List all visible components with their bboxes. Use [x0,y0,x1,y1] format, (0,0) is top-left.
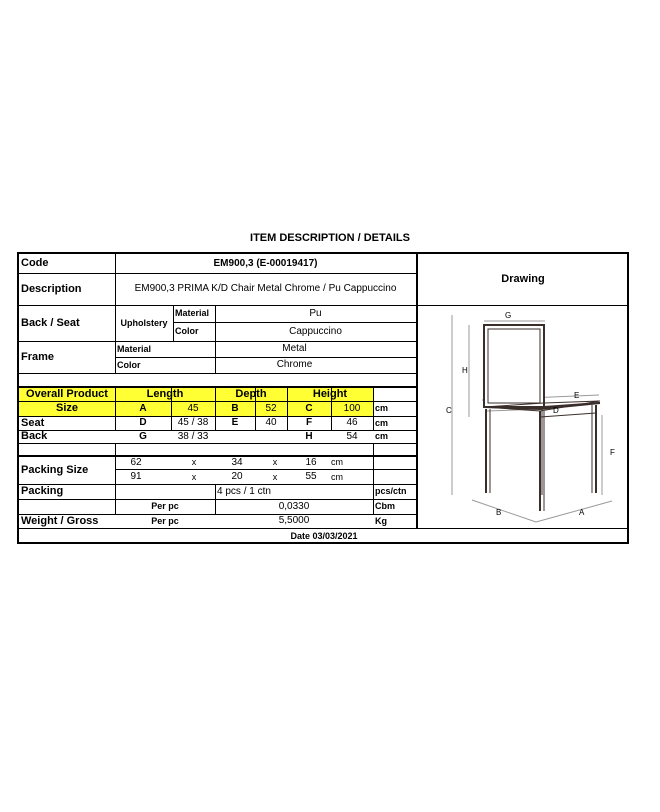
back-seat-material-value: Pu [309,307,322,319]
back-unit: cm [375,431,389,441]
drawing-letter-g: G [505,311,512,320]
frame-material-label: Material [117,343,152,354]
back-length-key: G [139,430,147,442]
spec-sheet [17,252,629,544]
drawing-letter-h: H [462,366,468,375]
overall-depth-key: B [231,402,239,414]
back-seat-label: Back / Seat [21,316,80,329]
back-height-key: H [305,430,313,442]
packing-size-b1: 34 [231,456,243,468]
packing-size-label: Packing Size [21,463,89,476]
packing-size-x2: x [272,457,278,467]
overall-length-value: 45 [187,402,199,414]
dimension-guide-b [472,500,536,522]
cbm-unit: Cbm [375,501,395,511]
seat-length-value: 45 / 38 [177,417,209,428]
seat-height-key: F [305,417,313,428]
chair-backrest [484,325,544,407]
weight-unit: Kg [375,515,387,526]
packing-value: 4 pcs / 1 ctn [217,485,271,497]
packing-size-x3: x [191,471,197,482]
cbm-per: Per pc [151,501,179,511]
packing-size-x4: x [272,471,278,482]
packing-size-unit2: cm [331,471,343,482]
drawing-letter-e: E [574,391,580,400]
drawing-letter-d: D [553,406,559,415]
length-header: Length [146,387,184,400]
drawing-letter-f: F [610,448,615,457]
chair-drawing [432,305,629,525]
code-label: Code [21,257,49,269]
seat-length-key: D [139,417,147,428]
description-value: EM900,3 PRIMA K/D Chair Metal Chrome / Pu Cappuccino [134,283,397,294]
overall-length-key: A [139,402,147,414]
seat-depth-value: 40 [265,417,277,428]
seat-depth-key: E [231,417,239,428]
back-label: Back [21,430,48,442]
height-header: Height [312,387,348,400]
packing-size-b2: 20 [231,471,243,482]
back-height-value: 54 [346,430,358,442]
overall-height-value: 100 [343,402,361,414]
overall-size-header: Overall Product [26,387,108,400]
packing-size-unit1: cm [331,457,343,467]
packing-size-c2: 55 [305,471,317,482]
overall-height-key: C [305,402,313,414]
frame-material-value: Metal [282,343,307,354]
overall-size-label: Size [55,402,78,414]
packing-size-x1: x [191,457,197,467]
packing-label: Packing [21,485,64,497]
drawing-letter-a: A [579,508,585,517]
cbm-value: 0,0330 [278,500,310,512]
seat-height-value: 46 [346,417,358,428]
packing-size-c1: 16 [305,456,317,468]
upholstery-label: Upholstery [120,317,168,328]
packing-size-a1: 62 [130,456,142,468]
drawing-letter-c: C [446,406,452,415]
overall-depth-value: 52 [265,402,277,414]
depth-header: Depth [235,387,267,400]
drawing-label: Drawing [501,273,545,285]
seat-unit: cm [375,417,389,428]
weight-value: 5,5000 [278,515,310,526]
frame-label: Frame [21,350,55,363]
back-seat-color-value: Cappuccino [289,325,342,337]
weight-label: Weight / Gross [21,514,99,527]
document-title: ITEM DESCRIPTION / DETAILS [250,232,410,244]
back-length-value: 38 / 33 [177,430,209,442]
packing-size-a2: 91 [130,471,142,482]
description-label: Description [21,282,82,295]
back-seat-material-label: Material [175,308,210,318]
back-seat-color-label: Color [175,326,199,336]
code-value: EM900,3 (E-00019417) [213,257,318,269]
packing-unit: pcs/ctn [375,486,407,496]
dimension-guide-a [536,501,612,522]
overall-unit: cm [375,403,389,413]
date-label: Date 03/03/2021 [290,530,358,541]
frame-color-label: Color [117,359,141,370]
frame-color-value: Chrome [276,359,313,370]
seat-label: Seat [21,416,45,429]
chair-seat-rail [540,413,596,417]
drawing-letter-b: B [496,508,502,517]
weight-per: Per pc [151,515,179,526]
